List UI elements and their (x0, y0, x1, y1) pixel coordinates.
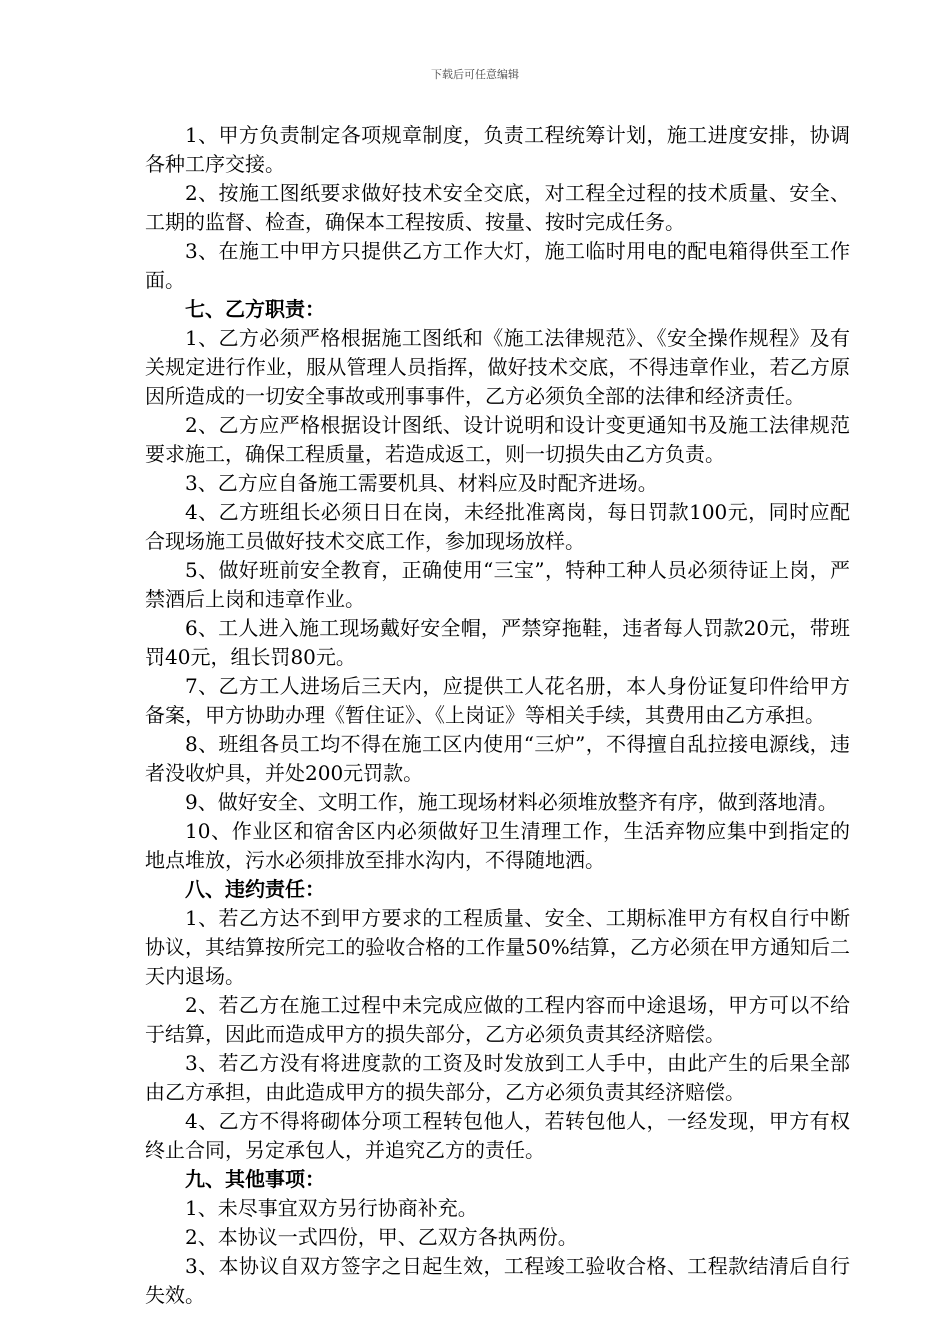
party-b-clause-2: 2、乙方应严格根据设计图纸、设计说明和设计变更通知书及施工法律规范要求施工，确保工程质量，若造成返工，则一切损失由乙方负责。 (145, 413, 850, 466)
document-body (145, 121, 850, 1310)
party-b-clause-3: 3、乙方应自备施工需要机具、材料应及时配齐进场。 (185, 471, 658, 495)
section-heading-party-b-duties: 七、乙方职责： (185, 297, 325, 321)
party-b-clause-6: 6、工人进入施工现场戴好安全帽，严禁穿拖鞋，违者每人罚款20元，带班罚40元，组长罚80元。 (145, 616, 850, 669)
breach-clause-4: 4、乙方不得将砌体分项工程转包他人，若转包他人，一经发现，甲方有权终止合同，另定承包人，并追究乙方的责任。 (145, 1109, 850, 1162)
section-heading-other-matters: 九、其他事项： (185, 1167, 325, 1191)
party-b-clause-10: 10、作业区和宿舍区内必须做好卫生清理工作，生活弃物应集中到指定的地点堆放，污水必须排放至排水沟内，不得随地洒。 (145, 819, 850, 872)
party-b-clause-5: 5、做好班前安全教育，正确使用“三宝”，特种工种人员必须待证上岗，严禁酒后上岗和违章作业。 (145, 558, 850, 611)
breach-clause-2: 2、若乙方在施工过程中未完成应做的工程内容而中途退场，甲方可以不给于结算，因此而造成甲方的损失部分，乙方必须负责其经济赔偿。 (145, 993, 850, 1046)
breach-clause-1: 1、若乙方达不到甲方要求的工程质量、安全、工期标准甲方有权自行中断协议，其结算按所完工的验收合格的工作量50%结算，乙方必须在甲方通知后二天内退场。 (145, 906, 850, 988)
party-b-clause-8: 8、班组各员工均不得在施工区内使用“三炉”，不得擅自乱拉接电源线，违者没收炉具，并处200元罚款。 (145, 732, 850, 785)
party-b-clause-4: 4、乙方班组长必须日日在岗，未经批准离岗，每日罚款100元，同时应配合现场施工员做好技术交底工作，参加现场放样。 (145, 500, 850, 553)
other-clause-1: 1、未尽事宜双方另行协商补充。 (185, 1196, 478, 1220)
page-header: 下载后可任意编辑 (431, 68, 519, 81)
other-clause-3: 3、本协议自双方签字之日起生效，工程竣工验收合格、工程款结清后自行失效。 (145, 1254, 850, 1307)
section-heading-breach-liability: 八、违约责任： (185, 877, 325, 901)
party-b-clause-9: 9、做好安全、文明工作，施工现场材料必须堆放整齐有序，做到落地清。 (185, 790, 838, 814)
party-b-clause-1: 1、乙方必须严格根据施工图纸和《施工法律规范》、《安全操作规程》及有关规定进行作业，服从管理人员指挥，做好技术交底，不得违章作业，若乙方原因所造成的一切安全事故或刑事事件，乙方必须负全部的法律和经济责任。 (145, 326, 850, 408)
party-a-clause-1: 1、甲方负责制定各项规章制度，负责工程统筹计划，施工进度安排，协调各种工序交接。 (145, 123, 850, 176)
party-a-clause-2: 2、按施工图纸要求做好技术安全交底，对工程全过程的技术质量、安全、工期的监督、检查，确保本工程按质、按量、按时完成任务。 (145, 181, 850, 234)
other-clause-2: 2、本协议一式四份，甲、乙双方各执两份。 (185, 1225, 578, 1249)
party-b-clause-7: 7、乙方工人进场后三天内，应提供工人花名册，本人身份证复印件给甲方备案，甲方协助办理《暂住证》、《上岗证》等相关手续，其费用由乙方承担。 (145, 674, 850, 727)
breach-clause-3: 3、若乙方没有将进度款的工资及时发放到工人手中，由此产生的后果全部由乙方承担，由此造成甲方的损失部分，乙方必须负责其经济赔偿。 (145, 1051, 850, 1104)
party-a-clause-3: 3、在施工中甲方只提供乙方工作大灯，施工临时用电的配电箱得供至工作面。 (145, 239, 850, 292)
